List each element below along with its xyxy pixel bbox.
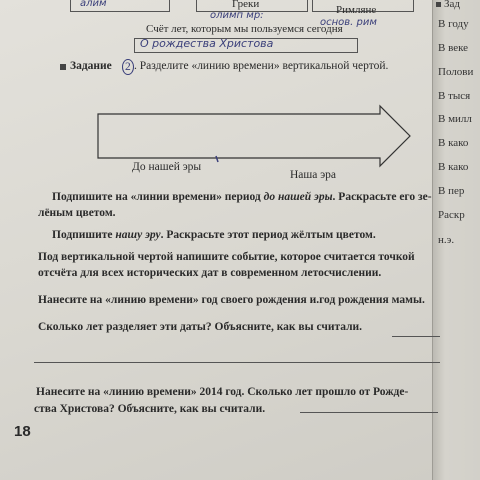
hand-mid: олимп мр: [210,10,264,21]
task-instruction: . Разделите «линию времени» вертикальной чертой. [134,60,389,72]
bc-label: До нашей эры [132,161,202,173]
side-item: Раскр [438,209,465,221]
side-item: Зад [444,0,460,10]
schet-label: Счёт лет, которым мы пользуемся сегодня [146,23,343,35]
hand-right: основ. рим [320,17,377,28]
p1-c: . Раскрасьте его зе- [332,191,432,203]
answer-line-1[interactable] [392,336,440,337]
answer-line-2[interactable] [34,362,440,363]
para-3-line-2: отсчёта для всех исторических дат в современном летосчислении. [38,267,382,279]
zadanie-label: Задание [70,60,112,72]
hand-left: алим [80,0,107,9]
side-item: Полови [438,66,474,78]
para-6-line-1: Нанесите на «линию времени» 2014 год. Сколько лет прошло от Рожде- [36,386,409,398]
page-number: 18 [14,423,31,440]
p2-c: . Раскрасьте этот период жёлтым цветом. [160,229,376,241]
schet-hand: О рождества Христова [140,37,274,50]
side-item: В веке [438,42,469,54]
task-number: 2 [122,59,134,75]
greki-label: Греки [232,0,260,10]
p1-b: до нашей эры [263,191,333,203]
p2-a: Подпишите [52,229,116,241]
side-bullet [436,2,441,7]
side-item: В году [438,18,469,30]
task-bullet [60,64,66,70]
p2-b: нашу эру [115,229,161,241]
side-item: В како [438,137,469,149]
side-item: В тыся [438,90,471,102]
para-1-line-2: лёным цветом. [38,207,116,219]
side-item: В милл [438,113,472,125]
para-4: Нанесите на «линию времени» год своего рождения и.год рождения мамы. [38,294,425,306]
side-item: В како [438,161,469,173]
para-2 [52,228,376,242]
para-6-line-2: ства Христова? Объясните, как вы считали. [34,403,266,415]
para-3-line-1: Под вертикальной чертой напишите событие, которое считается точкой [38,251,415,263]
side-item: н.э. [438,234,455,246]
ad-label: Наша эра [290,169,337,181]
para-1-line-1 [52,190,432,204]
p1-a: Подпишите на «линии времени» период [52,191,264,203]
rimlyane-label: Римляне [336,4,377,16]
side-item: В пер [438,185,465,197]
answer-line-3[interactable] [300,412,438,413]
para-5: Сколько лет разделяет эти даты? Объясните, как вы считали. [38,321,363,333]
